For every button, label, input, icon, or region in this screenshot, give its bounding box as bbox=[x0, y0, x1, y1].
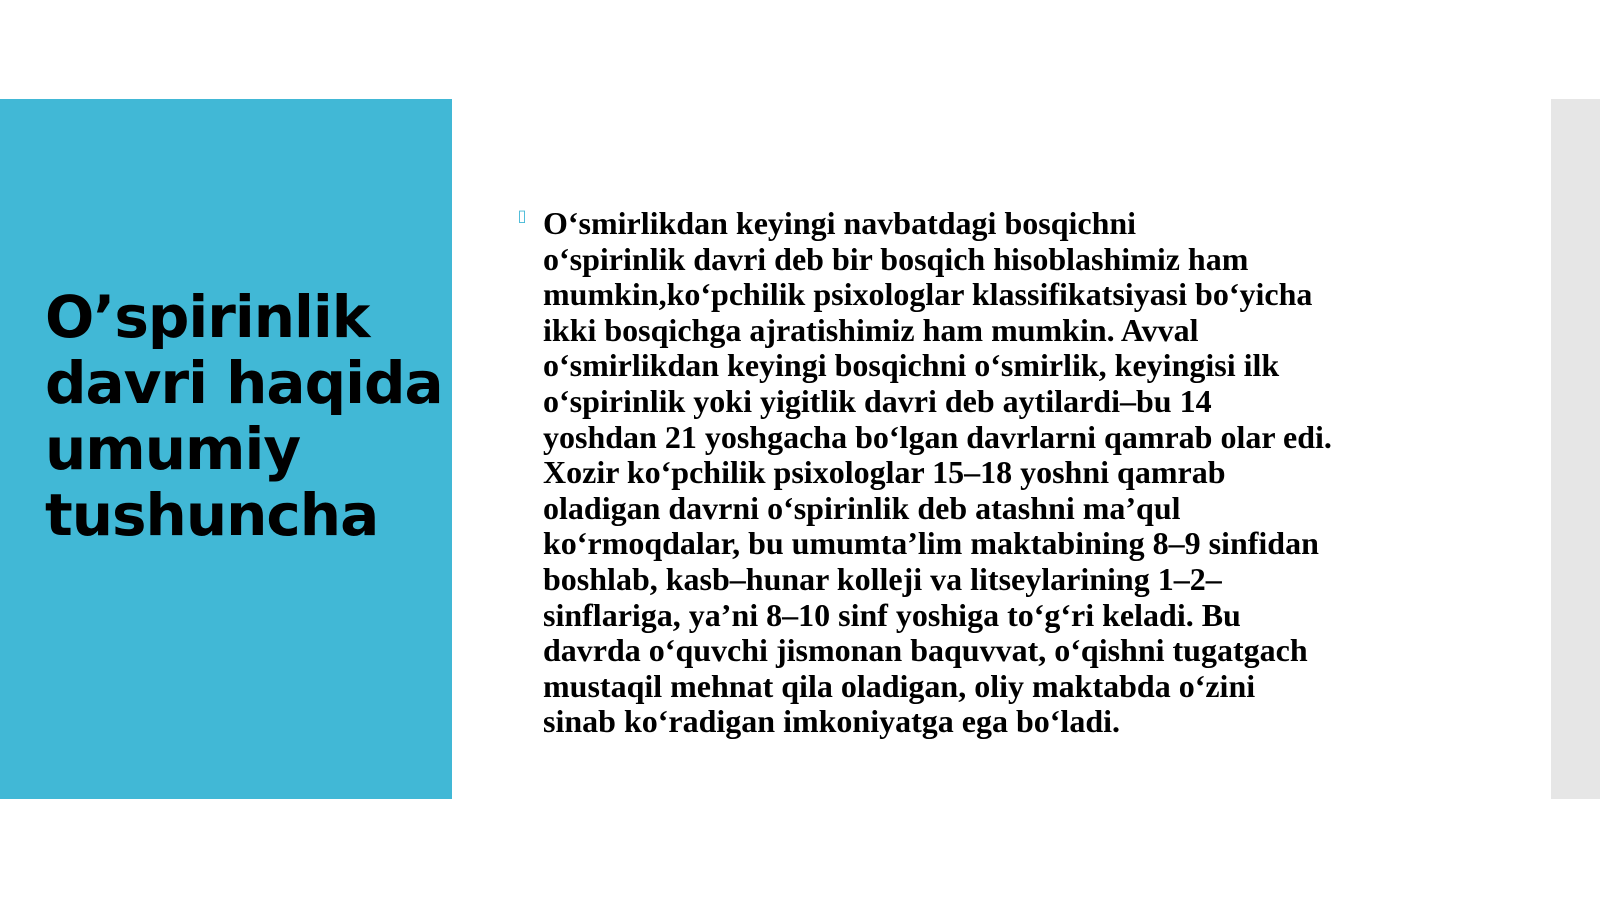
side-strip bbox=[1551, 99, 1600, 799]
body-paragraph: O‘smirlikdan keyingi navbatdagi bosqichni o‘spirinlik davri deb bir bosqich hisoblashimiz ham mumkin,ko‘pchilik psixologlar klassifikatsiyasi bo‘yicha ikki bosqichga ajratishimiz ham mumkin. Avval o‘smirlikdan keyingi bosqichni o‘smirlik, keyingisi ilk o‘spirinlik yoki yigitlik davri deb aytilardi–bu 14 yoshdan 21 yoshgacha bo‘lgan davrlarni qamrab olar edi. Xozir ko‘pchilik psixologlar 15–18 yoshni qamrab oladigan davrni o‘spirinlik deb atashni ma’qul ko‘rmoqdalar, bu umumta’lim maktabining 8–9 sinfidan boshlab, kasb–hunar kolleji va litseylarining 1–2– sinflariga, ya’ni 8–10 sinf yoshiga to‘g‘ri keladi. Bu davrda o‘quvchi jismonan baquvvat, o‘qishni tugatgach mustaqil mehnat qila oladigan, oliy maktabda o‘zini sinab ko‘radigan imkoniyatga ega bo‘ladi. bbox=[543, 205, 1332, 740]
bullet-icon: ▯ bbox=[517, 206, 527, 225]
slide-title: O’spirinlik davri haqida umumiy tushuncha bbox=[45, 283, 443, 549]
